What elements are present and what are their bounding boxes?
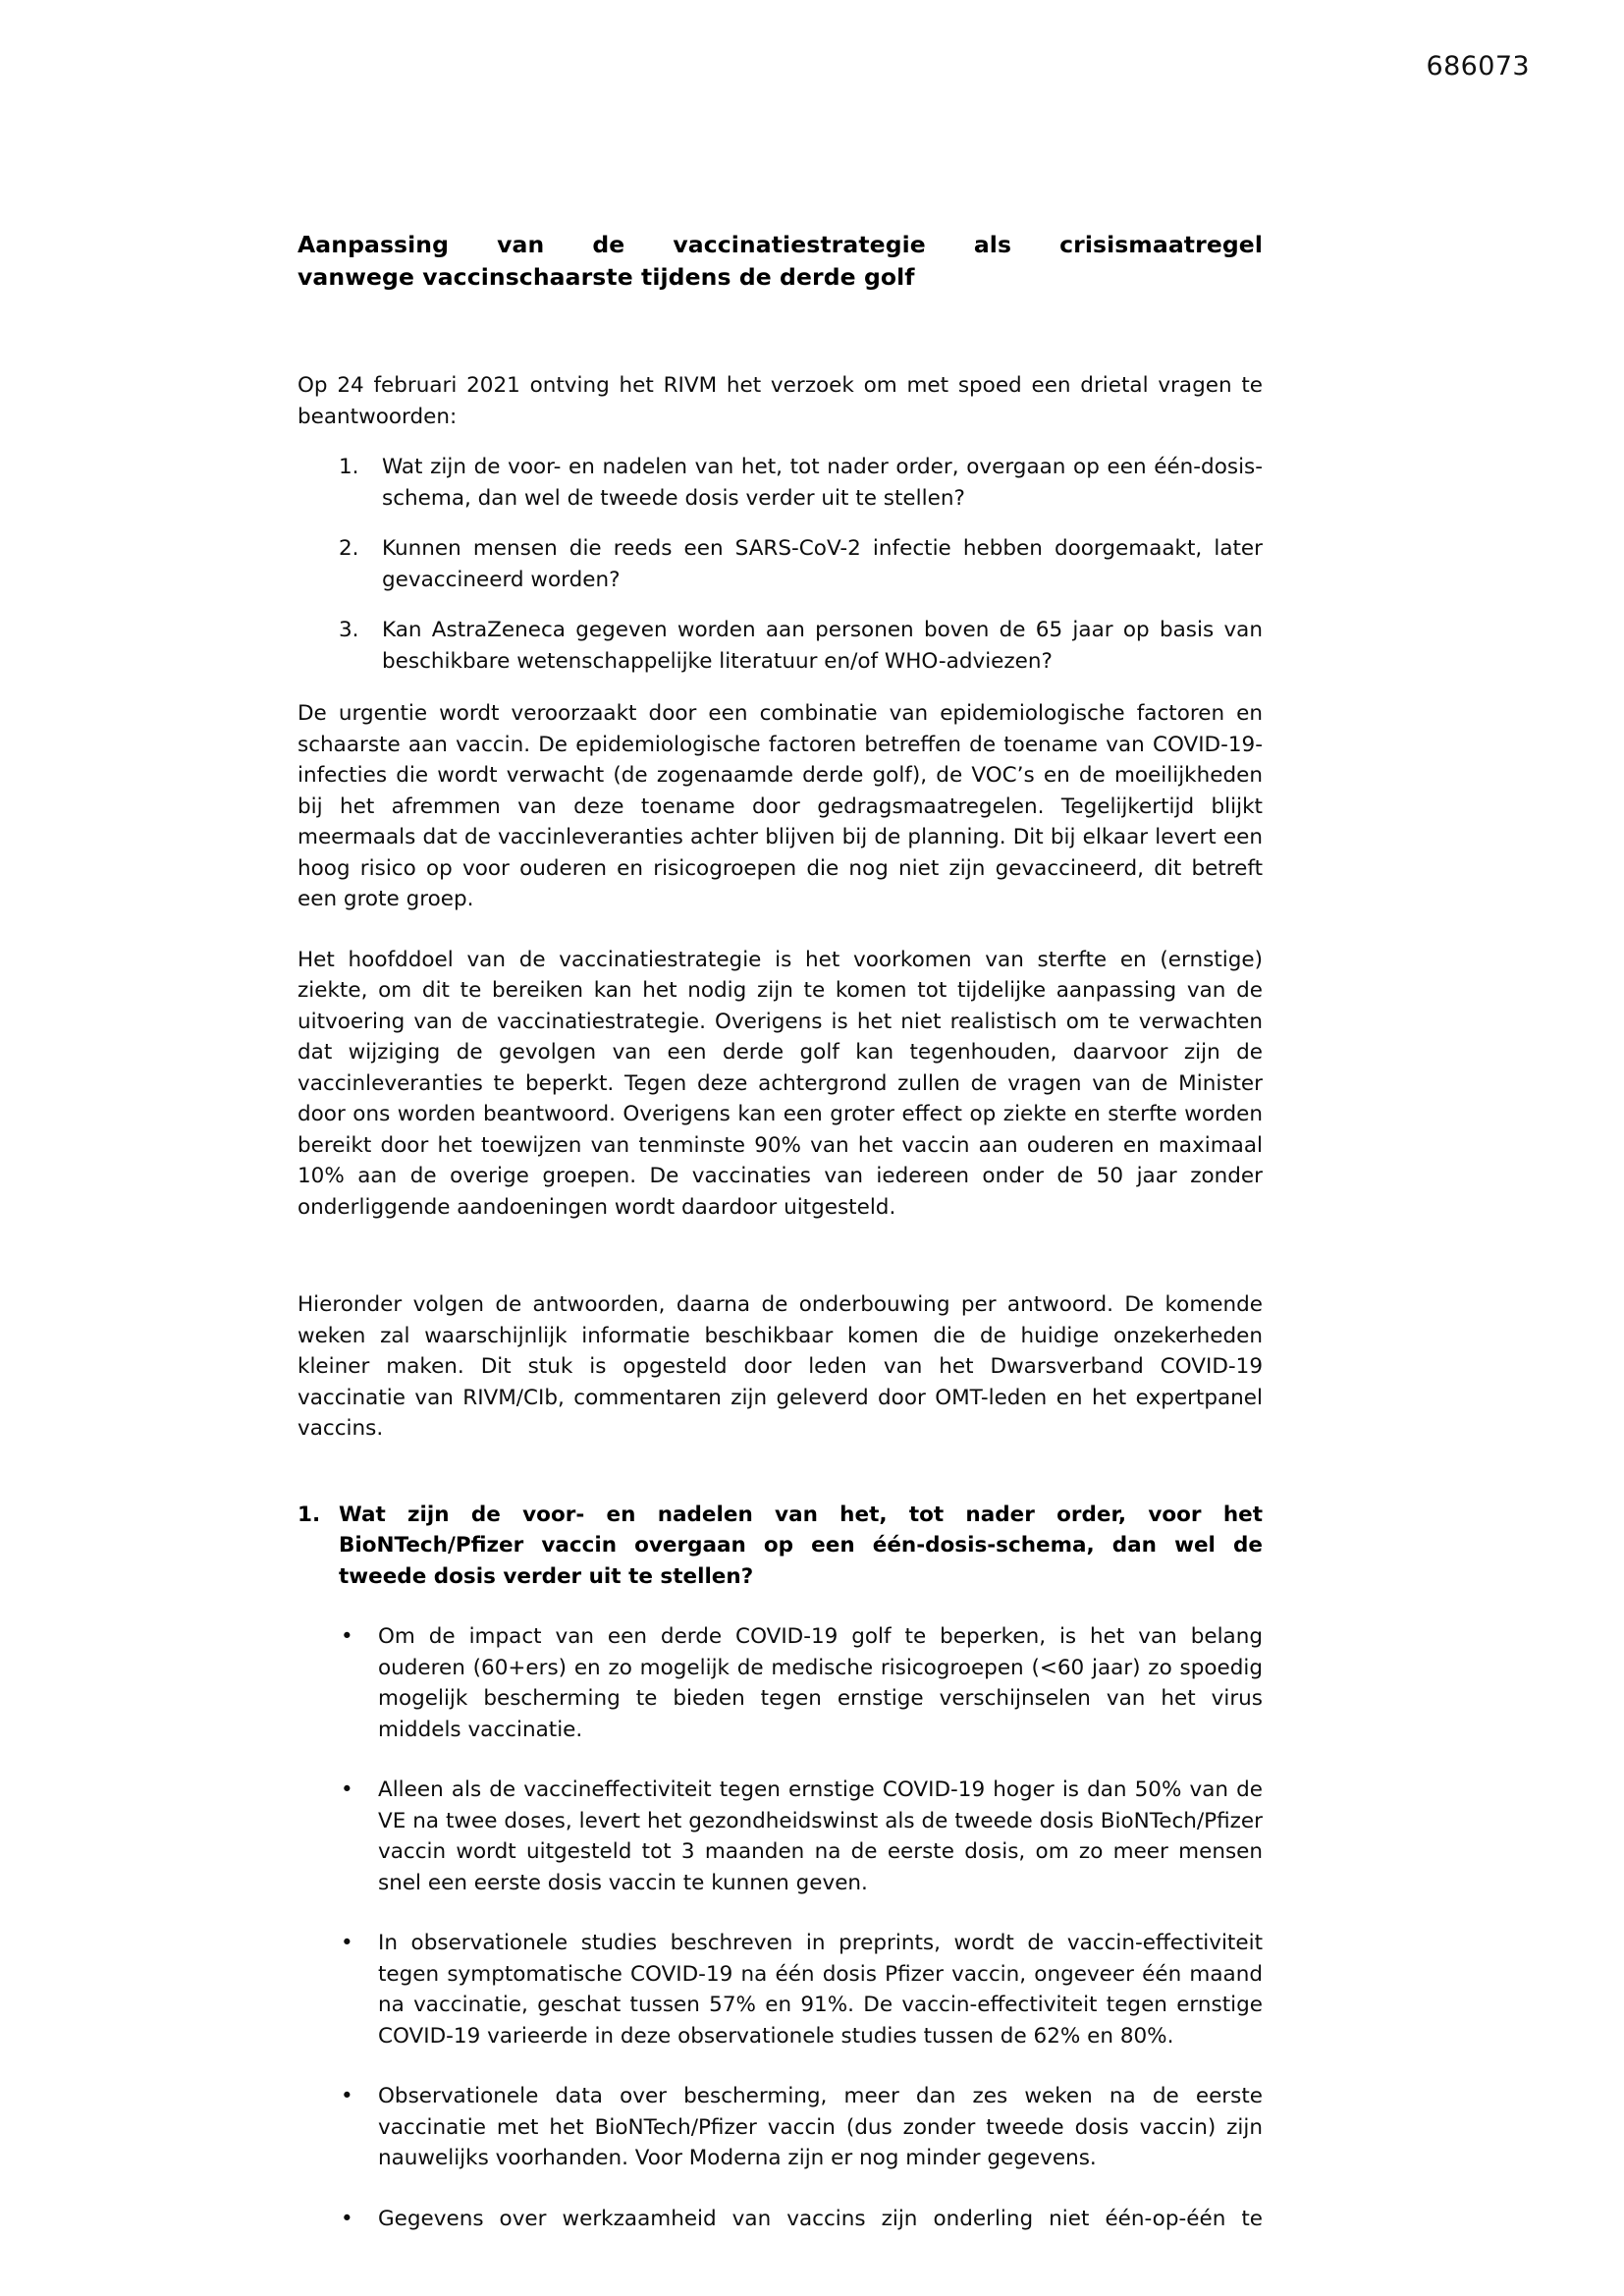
- question-number: 1.: [339, 455, 359, 479]
- list-item: [298, 2081, 1263, 2174]
- question-item: [298, 452, 1263, 514]
- list-item: [298, 1775, 1263, 1898]
- section-1-heading: [298, 1500, 1263, 1593]
- bullet-icon: •: [341, 1624, 353, 1649]
- section-1-heading-text: Wat zijn de voor- en nadelen van het, tot nader order, voor het BioNTech/Pfizer vaccin overgaan op een één-dosis-schema, dan wel de tweede dosis verder uit te stellen?: [339, 1502, 1263, 1589]
- list-item-text: In observationele studies beschreven in preprints, wordt de vaccin-effectiviteit tegen symptomatische COVID-19 na één dosis Pfizer vaccin, ongeveer één maand na vaccinatie, geschat tussen 57% en 91%. De vaccin-effectiviteit tegen ernstige COVID-19 varieerde in deze observationele studies tussen de 62% en 80%.: [378, 1931, 1263, 2049]
- page-title: [298, 229, 1263, 294]
- question-item: [298, 615, 1263, 677]
- section-1-bullet-list: [298, 1621, 1263, 2234]
- bullet-icon: •: [341, 2084, 353, 2108]
- bullet-icon: •: [341, 1931, 353, 1955]
- urgency-paragraph: De urgentie wordt veroorzaakt door een combinatie van epidemiologische factoren en schaarste aan vaccin. De epidemiologische factoren betreffen de toename van COVID-19-infecties die wordt verwacht (de zogenaamde derde golf), de VOC’s en de moeilijkheden bij het afremmen van deze toename door gedragsmaatregelen. Tegelijkertijd blijkt meermaals dat de vaccinleveranties achter blijven bij de planning. Dit bij elkaar levert een hoog risico op voor ouderen en risicogroepen die nog niet zijn gevaccineerd, dit betreft een grote groep.: [298, 701, 1263, 911]
- spacer-after-questions: [298, 677, 1263, 698]
- page-stamp: 686073: [1426, 51, 1530, 82]
- question-number: 3.: [339, 618, 359, 642]
- page-title-line-2: vanwege vaccinschaarste tijdens de derde golf: [298, 263, 915, 291]
- page-title-line-1: Aanpassing van de vaccinatiestrategie als crisismaatregel: [298, 231, 1263, 258]
- main-goal-paragraph: Het hoofddoel van de vaccinatiestrategie is het voorkomen van sterfte en (ernstige) ziekte, om dit te bereiken kan het nodig zijn te komen tot tijdelijke aanpassing van de uitvoering van de vaccinatiestrategie. Overigens is het niet realistisch om te verwachten dat wijziging de gevolgen van een derde golf kan tegenhouden, daarvoor zijn de vaccinleveranties te beperkt. Tegen deze achtergrond zullen de vragen van de Minister door ons worden beantwoord. Overigens kan een groter effect op ziekte en sterfte worden bereikt door het toewijzen van tenminste 90% van het vaccin aan ouderen en maximaal 10% aan de overige groepen. De vaccinaties van iedereen onder de 50 jaar zonder onderliggende aandoeningen wordt daardoor uitgesteld.: [298, 947, 1263, 1220]
- bullet-icon: •: [341, 1777, 353, 1802]
- question-text: Kunnen mensen die reeds een SARS-CoV-2 infectie hebben doorgemaakt, later gevaccineerd worden?: [382, 536, 1263, 592]
- list-item: [298, 2204, 1263, 2235]
- intro-paragraph: Op 24 februari 2021 ontving het RIVM het verzoek om met spoed een drietal vragen te beantwoorden:: [298, 373, 1263, 429]
- spacer-before-main-goal: [298, 915, 1263, 945]
- spacer-before-structure-note: [298, 1223, 1263, 1289]
- question-list: [298, 452, 1263, 677]
- question-number: 2.: [339, 536, 359, 561]
- spacer-after-title: [298, 294, 1263, 370]
- list-item-text: Gegevens over werkzaamheid van vaccins zijn onderling niet één-op-één te: [378, 2206, 1263, 2231]
- section-1-number: 1.: [298, 1502, 321, 1527]
- structure-note-paragraph: Hieronder volgen de antwoorden, daarna de onderbouwing per antwoord. De komende weken zal waarschijnlijk informatie beschikbaar komen die de huidige onzekerheden kleiner maken. Dit stuk is opgesteld door leden van het Dwarsverband COVID-19 vaccinatie van RIVM/CIb, commentaren zijn geleverd door OMT-leden en het expertpanel vaccins.: [298, 1292, 1263, 1441]
- question-text: Kan AstraZeneca gegeven worden aan personen boven de 65 jaar op basis van beschikbare wetenschappelijke literatuur en/of WHO-adviezen?: [382, 618, 1263, 674]
- bullet-icon: •: [341, 2206, 353, 2231]
- list-item: [298, 1621, 1263, 1745]
- spacer-before-section-1: [298, 1445, 1263, 1500]
- question-item: [298, 533, 1263, 595]
- list-item-text: Alleen als de vaccineffectiviteit tegen ernstige COVID-19 hoger is dan 50% van de VE na twee doses, levert het gezondheidswinst als de tweede dosis BioNTech/Pfizer vaccin wordt uitgesteld tot 3 maanden na de eerste dosis, om zo meer mensen snel een eerste dosis vaccin te kunnen geven.: [378, 1777, 1263, 1895]
- document-content: [298, 229, 1263, 2234]
- question-text: Wat zijn de voor- en nadelen van het, tot nader order, overgaan op een één-dosis-schema, dan wel de tweede dosis verder uit te stellen?: [382, 455, 1263, 511]
- list-item-text: Om de impact van een derde COVID-19 golf te beperken, is het van belang ouderen (60+ers) en zo mogelijk de medische risicogroepen (<60 jaar) zo spoedig mogelijk bescherming te bieden tegen ernstige verschijnselen van het virus middels vaccinatie.: [378, 1624, 1263, 1742]
- list-item-text: Observationele data over bescherming, meer dan zes weken na de eerste vaccinatie met het BioNTech/Pfizer vaccin (dus zonder tweede dosis vaccin) zijn nauwelijks voorhanden. Voor Moderna zijn er nog minder gegevens.: [378, 2084, 1263, 2170]
- list-item: [298, 1928, 1263, 2051]
